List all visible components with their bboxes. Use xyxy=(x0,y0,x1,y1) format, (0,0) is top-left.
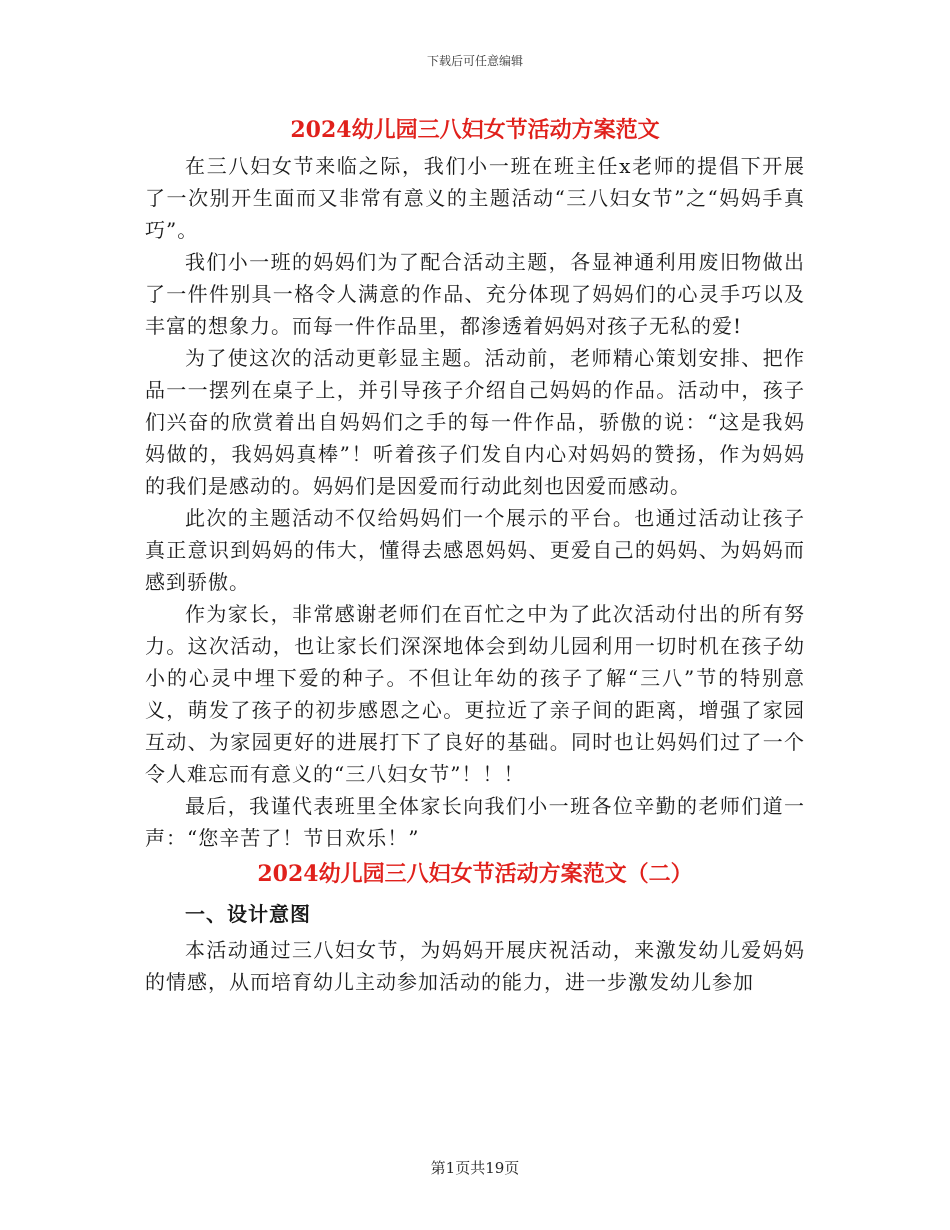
document-body xyxy=(145,110,805,998)
page-header: 下载后可任意编辑 xyxy=(426,54,523,68)
section-paragraph: 本活动通过三八妇女节，为妈妈开展庆祝活动，来激发幼儿爱妈妈的情感，从而培育幼儿主动参加活动的能力，进一步激发幼儿参加 xyxy=(145,938,805,994)
paragraph-5: 作为家长，非常感谢老师们在百忙之中为了此次活动付出的所有努力。这次活动，也让家长们深深地体会到幼儿园利用一切时机在孩子幼小的心灵中埋下爱的种子。不但让年幼的孩子了解“三八”节的特别意义，萌发了孩子的初步感恩之心。更拉近了亲子间的距离，增强了家园互动、为家园更好的进展打下了良好的基础。同时也让妈妈们过了一个令人难忘而有意义的“三八妇女节”！！！ xyxy=(145,602,805,786)
paragraph-2: 我们小一班的妈妈们为了配合活动主题，各显神通利用废旧物做出了一件件别具一格令人满意的作品、充分体现了妈妈们的心灵手巧以及丰富的想象力。而每一件作品里，都渗透着妈妈对孩子无私的爱! xyxy=(145,250,805,338)
section-heading: 一、设计意图 xyxy=(185,902,311,926)
paragraph-6: 最后，我谨代表班里全体家长向我们小一班各位辛勤的老师们道一声：“您辛苦了！节日欢乐！” xyxy=(145,794,805,850)
page-footer: 第1页共19页 xyxy=(430,1159,520,1177)
paragraph-4: 此次的主题活动不仅给妈妈们一个展示的平台。也通过活动让孩子真正意识到妈妈的伟大，懂得去感恩妈妈、更爱自己的妈妈、为妈妈而感到骄傲。 xyxy=(145,506,805,594)
document-title: 2024幼儿园三八妇女节活动方案范文 xyxy=(290,117,660,143)
paragraph-3: 为了使这次的活动更彰显主题。活动前，老师精心策划安排、把作品一一摆列在桌子上，并引导孩子介绍自己妈妈的作品。活动中，孩子们兴奋的欣赏着出自妈妈们之手的每一件作品，骄傲的说：“这是我妈妈做的，我妈妈真棒”！听着孩子们发自内心对妈妈的赞扬，作为妈妈的我们是感动的。妈妈们是因爱而行动此刻也因爱而感动。 xyxy=(145,346,805,498)
document-title-2: 2024幼儿园三八妇女节活动方案范文（二） xyxy=(257,861,693,887)
paragraph-1: 在三八妇女节来临之际，我们小一班在班主任x老师的提倡下开展了一次别开生面而又非常有意义的主题活动“三八妇女节”之“妈妈手真巧”。 xyxy=(145,154,805,242)
